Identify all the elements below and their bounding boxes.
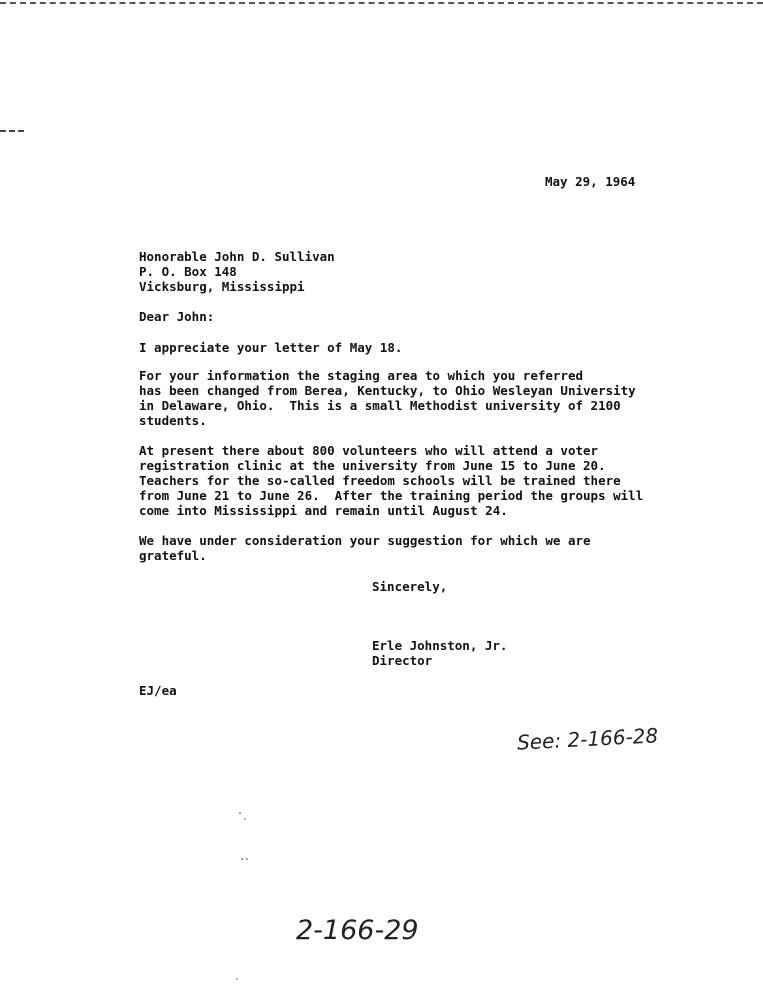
- salutation: Dear John:: [139, 309, 215, 324]
- signer-name: Erle Johnston, Jr.: [372, 638, 508, 653]
- punch-mark: [0, 130, 24, 132]
- recipient-city: Vicksburg, Mississippi: [139, 279, 305, 294]
- handwritten-file-number: 2-166-29: [296, 915, 419, 946]
- paragraph-2-line-2: has been changed from Berea, Kentucky, to Ohio Wesleyan University: [139, 383, 636, 398]
- signer-title: Director: [372, 653, 433, 668]
- paragraph-4-line-1: We have under consideration your suggestion for which we are: [139, 533, 591, 548]
- reference-initials: EJ/ea: [139, 683, 177, 698]
- paragraph-3-line-3: Teachers for the so-called freedom schools will be trained there: [139, 473, 621, 488]
- scan-speck: [236, 978, 238, 980]
- handwritten-see-reference: See: 2-166-28: [516, 723, 659, 755]
- scan-speck: [246, 858, 248, 860]
- paragraph-3-line-1: At present there about 800 volunteers who will attend a voter: [139, 443, 599, 458]
- paragraph-3-line-2: registration clinic at the university from June 15 to June 20.: [139, 458, 606, 473]
- paragraph-3-line-4: from June 21 to June 26. After the training period the groups will: [139, 488, 644, 503]
- letter-date: May 29, 1964: [545, 174, 636, 189]
- scan-speck: [241, 858, 243, 860]
- paragraph-2-line-4: students.: [139, 413, 207, 428]
- paragraph-2-line-1: For your information the staging area to which you referred: [139, 368, 584, 383]
- paragraph-3-line-5: come into Mississippi and remain until August 24.: [139, 503, 508, 518]
- paragraph-2-line-3: in Delaware, Ohio. This is a small Methodist university of 2100: [139, 398, 621, 413]
- closing: Sincerely,: [372, 579, 448, 594]
- scan-speck: [244, 818, 246, 820]
- scan-speck: [239, 812, 241, 814]
- recipient-name: Honorable John D. Sullivan: [139, 249, 335, 264]
- page-top-edge: [0, 2, 763, 8]
- paragraph-4-line-2: grateful.: [139, 548, 207, 563]
- recipient-po-box: P. O. Box 148: [139, 264, 237, 279]
- paragraph-1-line-1: I appreciate your letter of May 18.: [139, 340, 403, 355]
